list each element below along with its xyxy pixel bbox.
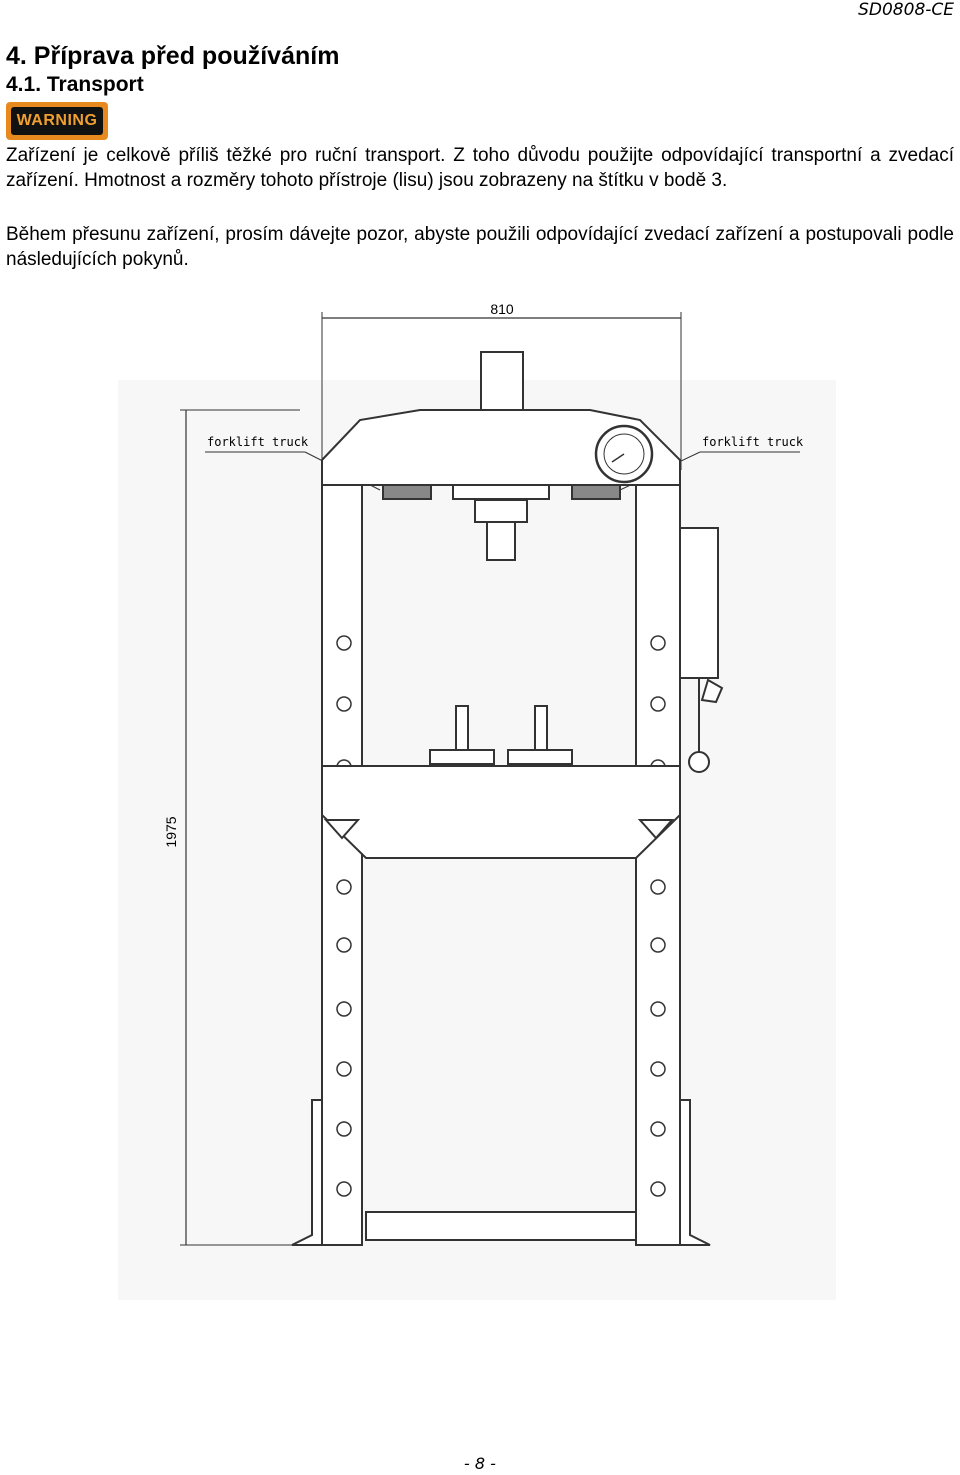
- page-number: - 8 -: [464, 1454, 496, 1473]
- section-subtitle: 4.1. Transport: [6, 73, 144, 96]
- warning-sign-icon: [6, 102, 108, 140]
- press-technical-drawing: [110, 270, 840, 1310]
- forklift-label-left: forklift truck: [207, 435, 309, 449]
- dimension-height-label: 1975: [163, 816, 179, 848]
- document-code: SD0808-CE: [858, 0, 954, 20]
- paragraph-transport-weight: Zařízení je celkově příliš těžké pro ruční transport. Z toho důvodu použijte odpovídající transportní a zvedací zařízení. Hmotnost a rozměry tohoto přístroje (lisu) jsou zobrazeny na štítku v bodě 3.: [6, 145, 954, 191]
- forklift-label-right: forklift truck: [702, 435, 804, 449]
- paragraph-transport-instructions: Během přesunu zařízení, prosím dávejte pozor, abyste použili odpovídající zvedací zařízení a postupovali podle následujících pokynů.: [6, 224, 954, 270]
- dimension-width-label: 810: [490, 301, 514, 317]
- warning-label: WARNING: [11, 107, 103, 135]
- section-title: 4. Příprava před používáním: [6, 42, 340, 70]
